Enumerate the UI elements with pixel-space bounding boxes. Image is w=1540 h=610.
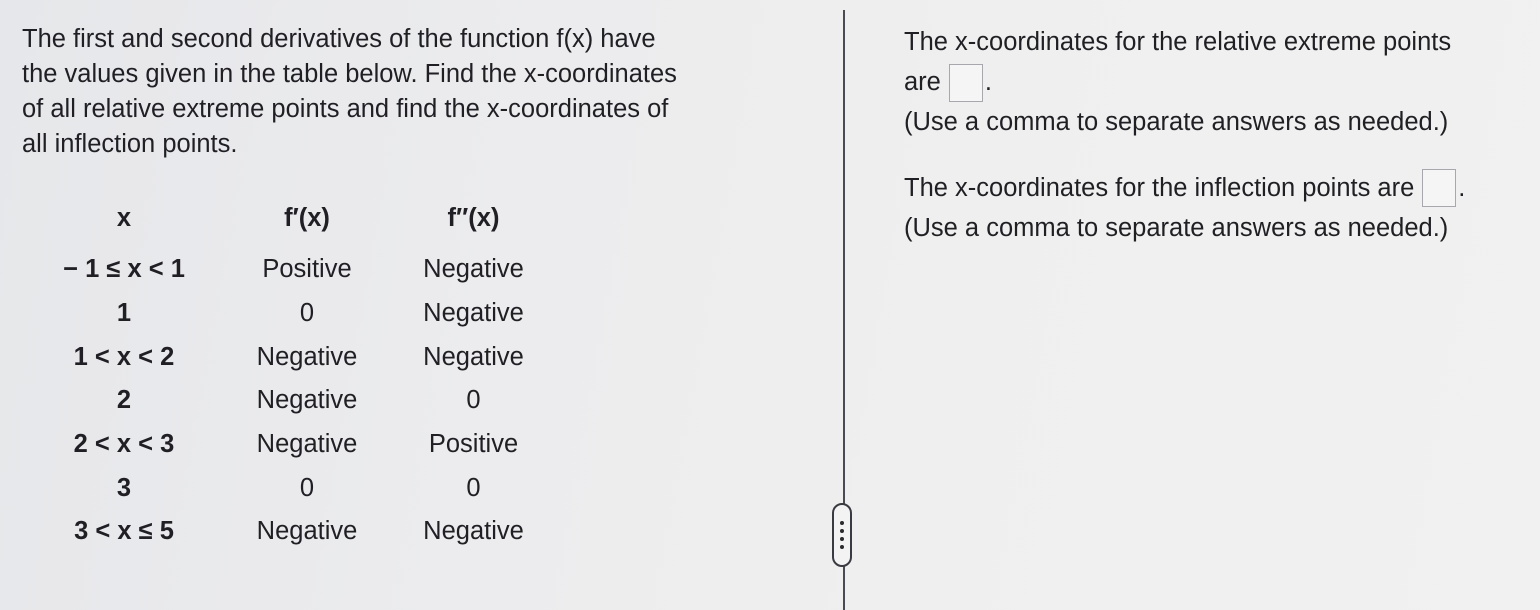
cell-second-derivative: Negative — [423, 255, 524, 284]
table-row — [45, 510, 536, 554]
header-second-derivative: f′′(x) — [447, 203, 500, 232]
extreme-prompt-prefix: are — [904, 68, 941, 96]
cell-first-derivative: Negative — [256, 342, 358, 371]
question-text — [22, 22, 812, 162]
extreme-points-answer-input[interactable] — [949, 64, 983, 102]
question-line: The first and second derivatives of the function f(x) have — [22, 25, 656, 53]
extreme-prompt-line-2 — [904, 62, 1534, 102]
vertical-ellipsis-icon[interactable] — [832, 503, 852, 567]
cell-first-derivative: 0 — [299, 473, 315, 502]
header-x: x — [116, 203, 132, 232]
handle-dot — [840, 537, 844, 541]
table-row — [45, 423, 536, 467]
inflection-points-question — [904, 168, 1534, 248]
handle-dot — [840, 521, 844, 525]
cell-x: 3 — [116, 473, 132, 502]
derivative-table-container — [45, 196, 536, 554]
table-header-row — [45, 196, 536, 248]
inflection-hint: (Use a comma to separate answers as needed.) — [904, 214, 1449, 243]
cell-second-derivative: Negative — [423, 299, 524, 328]
extreme-prompt-line: The x-coordinates for the relative extreme points — [904, 28, 1452, 56]
cell-x: 2 — [116, 386, 132, 415]
answer-panel — [904, 22, 1534, 248]
table-row — [45, 466, 536, 510]
handle-dot — [840, 545, 844, 549]
cell-first-derivative: Negative — [256, 517, 358, 546]
table-row — [45, 379, 536, 423]
cell-first-derivative: Positive — [262, 255, 352, 284]
cell-second-derivative: 0 — [466, 386, 481, 415]
cell-first-derivative: Negative — [256, 386, 358, 415]
cell-second-derivative: Positive — [428, 430, 519, 459]
cell-first-derivative: Negative — [256, 430, 358, 459]
cell-x: 1 — [116, 299, 132, 328]
header-first-derivative: f′(x) — [284, 203, 330, 232]
cell-second-derivative: Negative — [423, 517, 524, 546]
table-row — [45, 335, 536, 379]
cell-second-derivative: 0 — [466, 473, 481, 502]
cell-x: 1 < x < 2 — [73, 342, 175, 371]
question-line: the values given in the table below. Find the x-coordinates — [22, 60, 677, 88]
derivative-table — [45, 196, 536, 554]
question-line: of all relative extreme points and find the x-coordinates of — [22, 95, 669, 123]
question-line: all inflection points. — [22, 130, 238, 158]
extreme-points-question — [904, 22, 1534, 142]
cell-second-derivative: Negative — [423, 342, 524, 371]
extreme-hint: (Use a comma to separate answers as needed.) — [904, 108, 1449, 137]
inflection-points-answer-input[interactable] — [1422, 169, 1456, 207]
handle-dot — [840, 529, 844, 533]
inflection-prompt-line — [904, 168, 1534, 208]
inflection-prompt-suffix: . — [1458, 174, 1466, 203]
cell-x: 2 < x < 3 — [73, 430, 175, 459]
extreme-prompt-suffix: . — [984, 68, 992, 96]
inflection-prompt-prefix: The x-coordinates for the inflection points are — [904, 174, 1415, 203]
table-row — [45, 248, 536, 292]
cell-first-derivative: 0 — [299, 299, 315, 328]
cell-x: − 1 ≤ x < 1 — [63, 255, 185, 284]
cell-x: 3 < x ≤ 5 — [74, 517, 174, 546]
table-row — [45, 292, 536, 336]
